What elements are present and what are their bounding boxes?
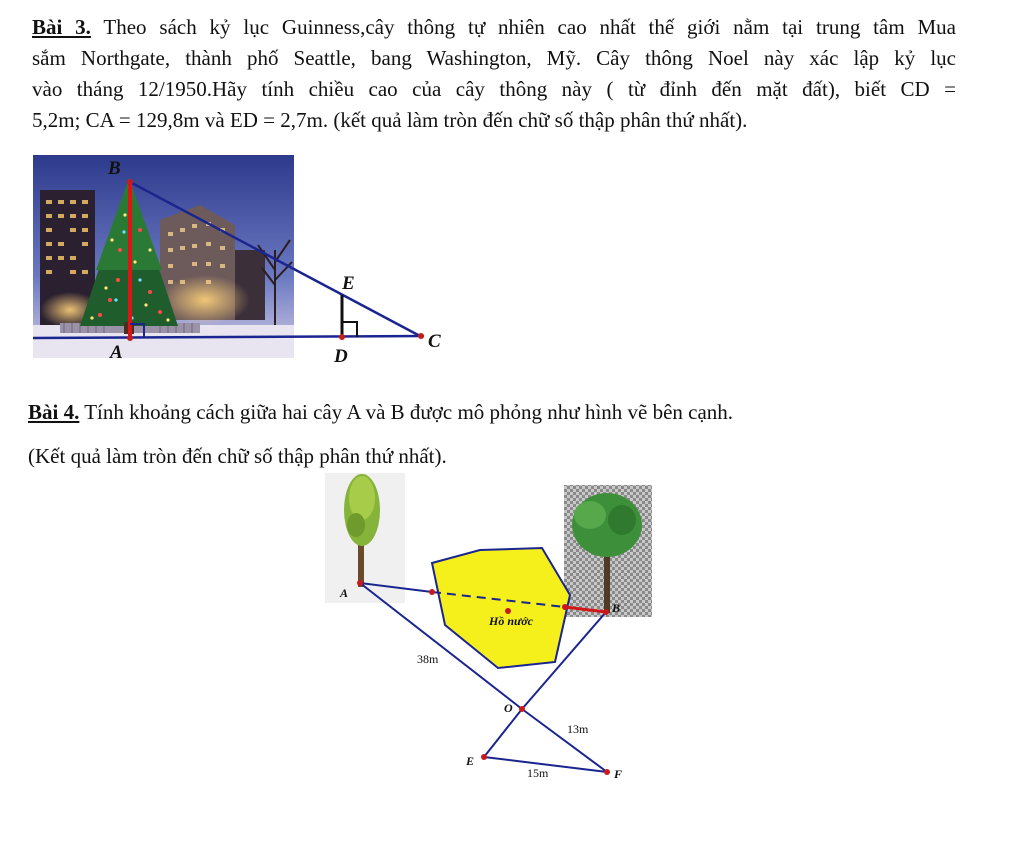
bai3-label-a: A — [110, 342, 123, 363]
bai3-label-d: D — [334, 346, 348, 367]
bai3-line-2: sắm Northgate, thành phố Seattle, bang Washington, Mỹ. Cây thông Noel này xác lập kỷ lục — [32, 46, 956, 70]
bai4-label-f: F — [614, 767, 623, 781]
bai3-heading: Bài 3. — [32, 15, 91, 39]
lake-label: Hồ nước — [489, 614, 533, 628]
bai4-problem-text: Bài 4. Tính khoảng cách giữa hai cây A và B được mô phỏng như hình vẽ bên cạnh. — [28, 400, 734, 424]
bai4-label-b: B — [612, 601, 621, 615]
bai4-note: (Kết quả làm tròn đến chữ số thập phân thứ nhất). — [28, 444, 447, 468]
bai3-label-b: B — [108, 158, 121, 179]
bai4-label-o: O — [504, 701, 513, 715]
length-ao: 38m — [417, 652, 439, 666]
tree-b-image — [564, 485, 652, 617]
bai4-label-a: A — [340, 586, 349, 600]
bai4-label-e: E — [466, 754, 475, 768]
length-of: 13m — [567, 722, 589, 736]
bai4-heading: Bài 4. — [28, 400, 80, 424]
bai3-line-1: Bài 3. Theo sách kỷ lục Guinness,cây thông tự nhiên cao nhất thế giới nằm tại trung tâm Mua — [32, 15, 956, 39]
bai3-label-c: C — [428, 331, 441, 352]
bai3-line-3: vào tháng 12/1950.Hãy tính chiều cao của cây thông này ( từ đỉnh đến mặt đất), biết CD = — [32, 77, 956, 101]
lake-shape — [432, 548, 570, 668]
bai3-label-e: E — [342, 273, 355, 294]
bai3-line-4: 5,2m; CA = 129,8m và ED = 2,7m. (kết quả làm tròn đến chữ số thập phân thứ nhất). — [32, 108, 748, 132]
length-ef: 15m — [527, 766, 549, 780]
